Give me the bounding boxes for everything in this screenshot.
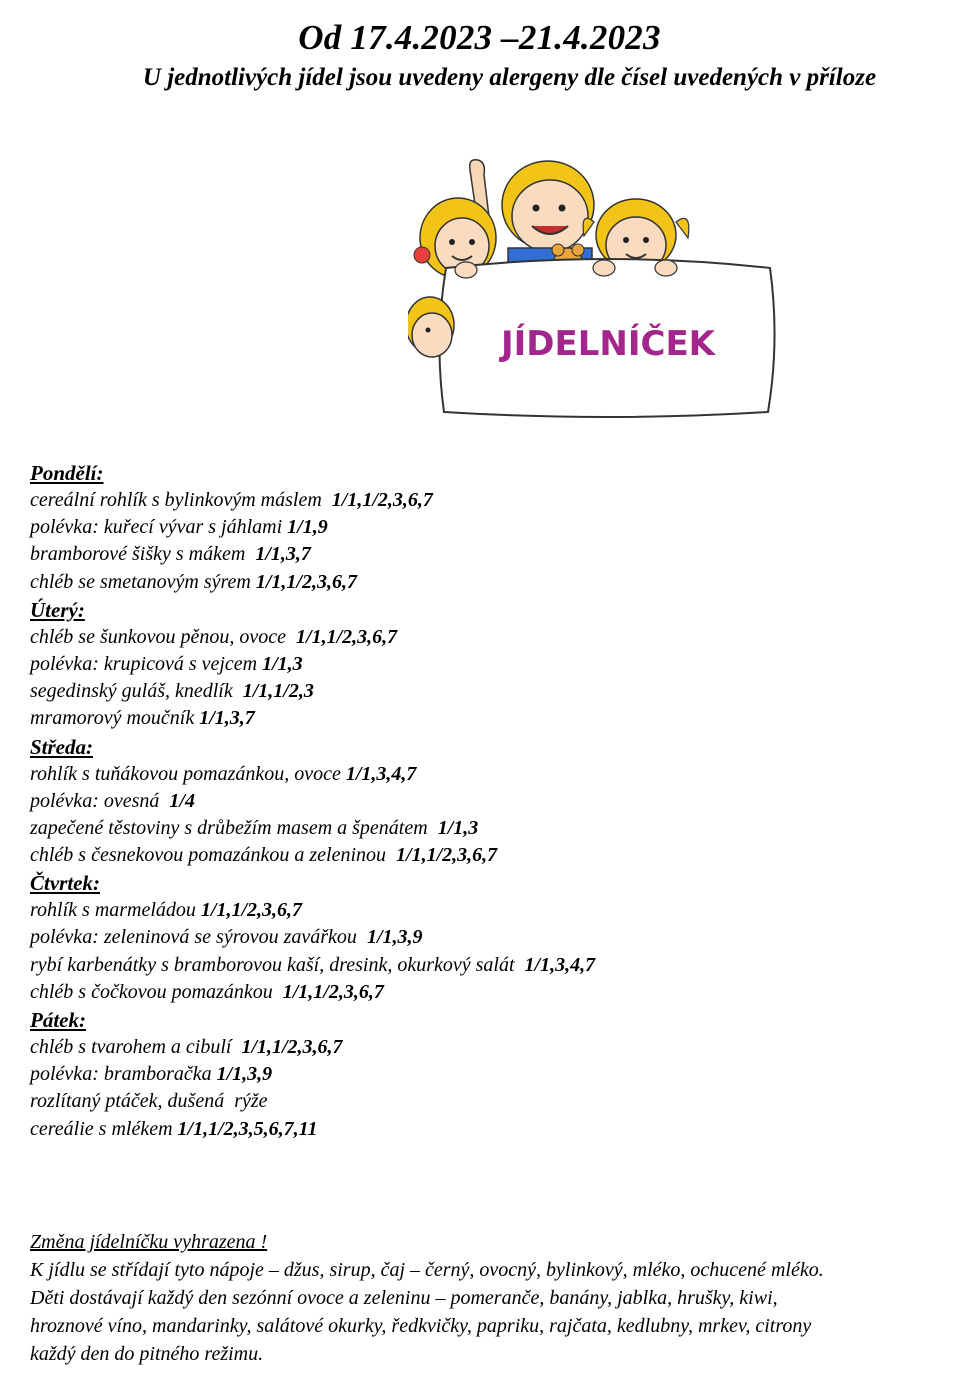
- allergen-codes: 1/1,1/2,3,6,7: [396, 844, 498, 867]
- dish-item: [30, 1088, 930, 1115]
- dish-name: polévka: krupicová s vejcem: [30, 652, 263, 675]
- dish-name: rybí karbenátky s bramborovou kaší, dresink, okurkový salát: [30, 953, 525, 976]
- allergen-codes: 1/1,3: [262, 652, 303, 675]
- dish-name: polévka: zeleninová se sýrovou zavářkou: [30, 926, 367, 949]
- notes-section: [30, 1228, 950, 1368]
- day-heading: Pátek:: [30, 1008, 86, 1032]
- dish-name: zapečené těstoviny s drůbežím masem a špenátem: [30, 816, 438, 839]
- allergen-codes: 1/1,1/2,3,5,6,7,11: [177, 1117, 318, 1140]
- dish-name: bramborové šišky s mákem: [30, 543, 256, 566]
- dish-name: polévka: bramboračka: [30, 1063, 217, 1086]
- dish-item: [30, 624, 930, 651]
- dish-item: [30, 979, 930, 1006]
- allergen-codes: 1/1,3,9: [216, 1063, 273, 1086]
- dish-name: chléb se šunkovou pěnou, ovoce: [30, 625, 297, 648]
- dish-name: cereálie s mlékem: [30, 1117, 178, 1140]
- notes-line: každý den do pitného režimu.: [30, 1343, 264, 1365]
- notes-line: hroznové víno, mandarinky, salátové okurky, ředkvičky, papriku, rajčata, kedlubny, mrkev, citrony: [30, 1315, 812, 1337]
- allergen-codes: 1/1,1/2,3: [242, 680, 314, 703]
- allergen-codes: 1/1,1/2,3,6,7: [296, 625, 398, 648]
- page-subtitle: U jednotlivých jídel jsou uvedeny alergeny dle čísel uvedených v příloze: [142, 64, 877, 91]
- dish-item: [30, 952, 930, 979]
- dish-name: rohlík s tuňákovou pomazánkou, ovoce: [30, 762, 346, 785]
- dish-item: [30, 651, 930, 678]
- allergen-codes: 1/1,3,9: [366, 926, 423, 949]
- day-heading: Pondělí:: [30, 461, 104, 485]
- dish-item: [30, 541, 930, 568]
- allergen-codes: 1/1,3,7: [255, 543, 311, 566]
- allergen-codes: 1/1,1/2,3,6,7: [282, 980, 384, 1003]
- dish-item: [30, 678, 930, 705]
- allergen-codes: 1/4: [169, 789, 195, 812]
- dish-name: chléb s čočkovou pomazánkou: [30, 980, 283, 1003]
- dish-name: polévka: ovesná: [30, 789, 170, 812]
- dish-item: [30, 924, 930, 951]
- dish-name: chléb se smetanovým sýrem: [30, 570, 256, 593]
- dish-name: chléb s česnekovou pomazánkou a zeleninou: [30, 844, 397, 867]
- page-title: Od 17.4.2023 –21.4.2023: [298, 18, 661, 57]
- change-notice: Změna jídelníčku vyhrazena !: [30, 1231, 268, 1253]
- day-heading: Úterý:: [30, 597, 85, 622]
- allergen-codes: 1/1,3: [437, 816, 479, 839]
- dish-item: [30, 761, 930, 788]
- allergen-codes: 1/1,3,4,7: [345, 762, 417, 785]
- dish-name: cereální rohlík s bylinkovým máslem: [30, 489, 332, 511]
- allergen-codes: 1/1,9: [287, 516, 328, 539]
- notes-line: Děti dostávají každý den sezónní ovoce a zeleninu – pomeranče, banány, jablka, hrušky, kiwi,: [30, 1287, 778, 1309]
- day-heading: Středa:: [30, 734, 93, 759]
- dish-item: [30, 842, 930, 869]
- dish-name: polévka: kuřecí vývar s jáhlami: [30, 516, 288, 539]
- dish-item: [30, 705, 930, 732]
- dish-item: [30, 569, 930, 596]
- dish-name: segedinský guláš, knedlík: [30, 680, 243, 703]
- dish-name: chléb s tvarohem a cibulí: [30, 1036, 242, 1058]
- dish-name: rohlík s marmeládou: [30, 899, 201, 922]
- allergen-codes: 1/1,3,7: [199, 707, 255, 730]
- dish-name: rozlítaný ptáček, dušená rýže: [30, 1090, 268, 1113]
- dish-item: [30, 1034, 930, 1061]
- allergen-codes: 1/1,1/2,3,6,7: [255, 570, 357, 593]
- allergen-codes: 1/1,3,4,7: [524, 953, 596, 976]
- allergen-codes: 1/1,1/2,3,6,7: [200, 899, 303, 922]
- day-heading: Čtvrtek:: [30, 871, 100, 896]
- allergen-codes: 1/1,1/2,3,6,7: [331, 489, 433, 511]
- weekly-menu: [30, 459, 930, 1143]
- dish-item: [30, 1116, 930, 1143]
- dish-item: [30, 897, 930, 924]
- allergen-codes: 1/1,1/2,3,6,7: [241, 1036, 343, 1058]
- dish-item: [30, 487, 930, 514]
- kids-banner-illustration: [408, 150, 786, 422]
- dish-item: [30, 514, 930, 541]
- dish-item: [30, 1061, 930, 1088]
- banner-title: JÍDELNÍČEK: [500, 324, 716, 364]
- dish-item: [30, 815, 930, 842]
- notes-line: K jídlu se střídají tyto nápoje – džus, sirup, čaj – černý, ovocný, bylinkový, mléko, ochucené mléko.: [30, 1259, 824, 1281]
- dish-name: mramorový moučník: [30, 707, 200, 730]
- dish-item: [30, 788, 930, 815]
